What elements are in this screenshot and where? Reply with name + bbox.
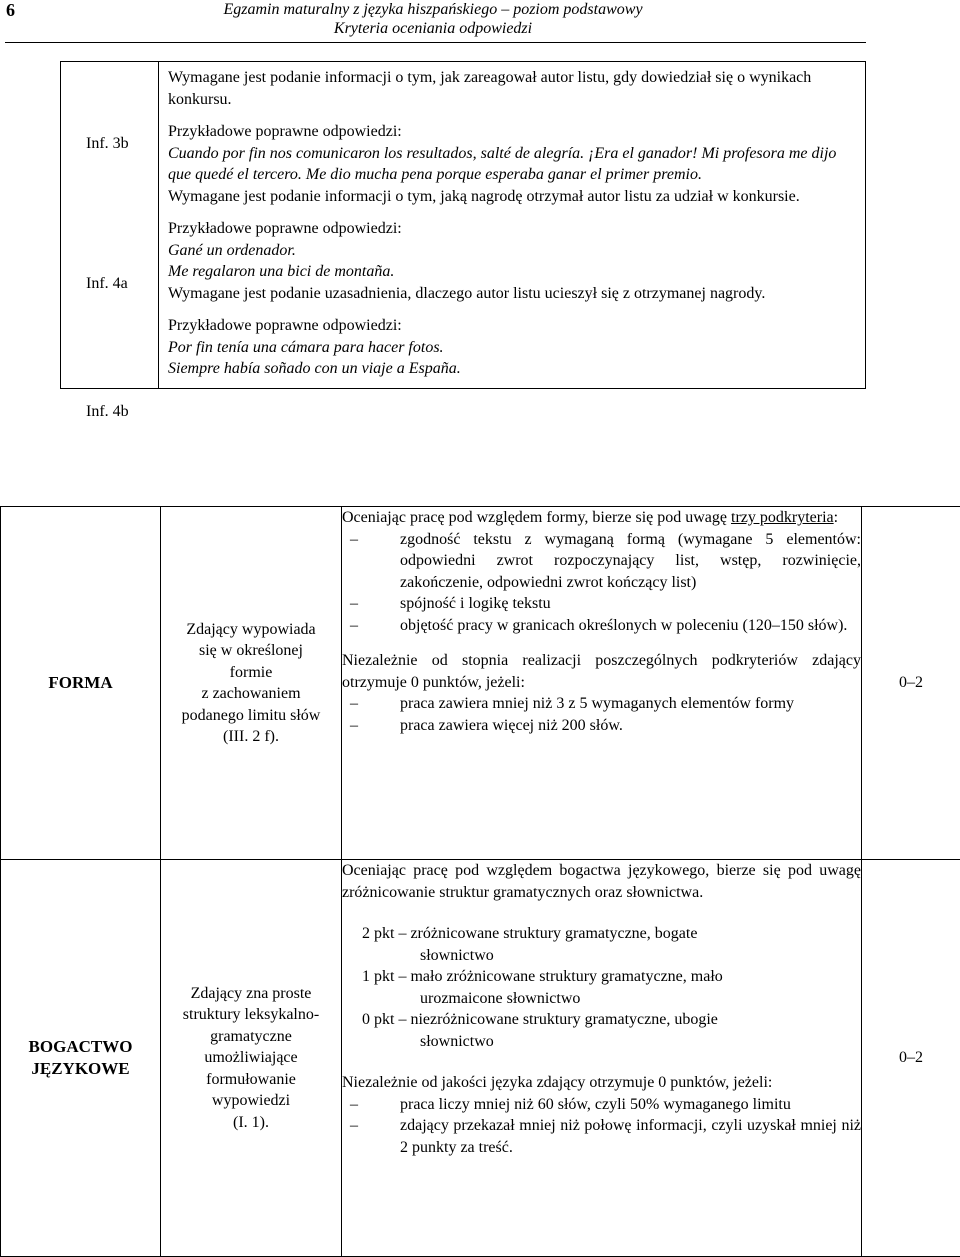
list-item: – zdający przekazał mniej niż połowę informacji, czyli uzyskał mniej niż 2 punkty za treść. [342,1115,861,1158]
header-subtitle: Kryteria oceniania odpowiedzi [333,20,533,37]
example-3b: Cuando por fin nos comunicaron los resultados, salté de alegría. ¡Era el ganador! Mi profesora me dijo que quedé el tercero. Me dio mucha pena porque esperaba ganar el primer premio. [168,144,837,183]
bogactwo-description: Zdający zna proste struktury leksykalno- gramatyczne umożliwiające formułowanie wypowiedzi (I. 1). [161,860,342,1257]
forma-subcriteria-list [342,529,861,637]
criterion-forma: FORMA [1,507,161,860]
example-4b-2: Siempre había soñado con un viaje a España. [168,360,461,377]
bogactwo-points: 0–2 [862,860,960,1257]
list-item: – zgodność tekstu z wymaganą formą (wymagane 5 elementów: odpowiedni zwrot rozpoczynający list, wstęp, rozwinięcie, zakończenie, odpowiedni zwrot kończący list) [342,529,861,594]
criteria-table [0,506,960,1257]
scale-row: 0 pkt – niezróżnicowane struktury gramatyczne, ubogie słownictwo [362,1011,718,1050]
example-4b-1: Por fin tenía una cámara para hacer fotos. [168,338,444,356]
requirement-4b: Wymagane jest podanie uzasadnienia, dlaczego autor listu ucieszył się z otrzymanej nagrody. [168,284,766,302]
forma-zero-intro: Niezależnie od stopnia realizacji poszczególnych podkryteriów zdający otrzymuje 0 punktów, jeżeli: [342,652,861,691]
forma-points: 0–2 [862,507,960,860]
page-number: 6 [6,0,15,20]
criterion-bogactwo: BOGACTWO JĘZYKOWE [1,860,161,1257]
scale-row: 2 pkt – zróżnicowane struktury gramatyczne, bogate słownictwo [362,925,698,964]
requirement-4a: Wymagane jest podanie informacji o tym, jaką nagrodę otrzymał autor listu za udział w konkursie. [168,187,800,205]
list-item: – spójność i logikę tekstu [342,593,861,615]
examples-heading-3b: Przykładowe poprawne odpowiedzi: [168,123,402,140]
header-title: Egzamin maturalny z języka hiszpańskiego – poziom podstawowy [223,1,643,18]
examples-heading-4b: Przykładowe poprawne odpowiedzi: [168,317,402,334]
list-item: – praca liczy mniej niż 60 słów, czyli 50% wymaganego limitu [342,1094,861,1116]
list-item: – praca zawiera mniej niż 3 z 5 wymaganych elementów formy [342,693,861,715]
examples-heading-4a: Przykładowe poprawne odpowiedzi: [168,220,402,237]
bogactwo-criteria-text [342,860,862,1257]
label-inf-4a: Inf. 4a [86,275,128,292]
list-item: – objętość pracy w granicach określonych w poleceniu (120–150 słów). [342,615,861,637]
forma-row [1,507,960,860]
requirement-3b: Wymagane jest podanie informacji o tym, jak zareagował autor listu, gdy dowiedział się o wynikach konkursu. [168,69,812,108]
example-4a-1: Gané un ordenador. [168,241,296,259]
label-inf-3b: Inf. 3b [86,135,129,152]
bogactwo-scale [342,923,861,1052]
page-header [0,0,960,45]
bogactwo-zero-conditions [342,1094,861,1159]
header-rule [5,42,866,43]
example-4a-2: Me regalaron una bici de montaña. [168,263,395,280]
bogactwo-row [1,860,960,1257]
answers-text [61,62,865,388]
scale-row: 1 pkt – mało zróżnicowane struktury gramatyczne, mało urozmaicone słownictwo [362,968,723,1007]
answers-cell [61,62,866,420]
label-inf-4b: Inf. 4b [86,403,129,420]
forma-description: Zdający wypowiada się w określonej formie z zachowaniem podanego limitu słów (III. 2 f). [161,507,342,860]
forma-zero-conditions [342,693,861,736]
bogactwo-zero-intro: Niezależnie od jakości języka zdający otrzymuje 0 punktów, jeżeli: [342,1074,773,1091]
column-divider [158,62,159,388]
forma-criteria-text [342,507,862,860]
answers-table [60,61,866,420]
list-item: – praca zawiera więcej niż 200 słów. [342,715,861,737]
forma-intro: Oceniając pracę pod względem formy, bierze się pod uwagę trzy podkryteria: [342,509,839,526]
bogactwo-intro: Oceniając pracę pod względem bogactwa językowego, bierze się pod uwagę zróżnicowanie struktur gramatycznych oraz słownictwa. [342,862,861,901]
